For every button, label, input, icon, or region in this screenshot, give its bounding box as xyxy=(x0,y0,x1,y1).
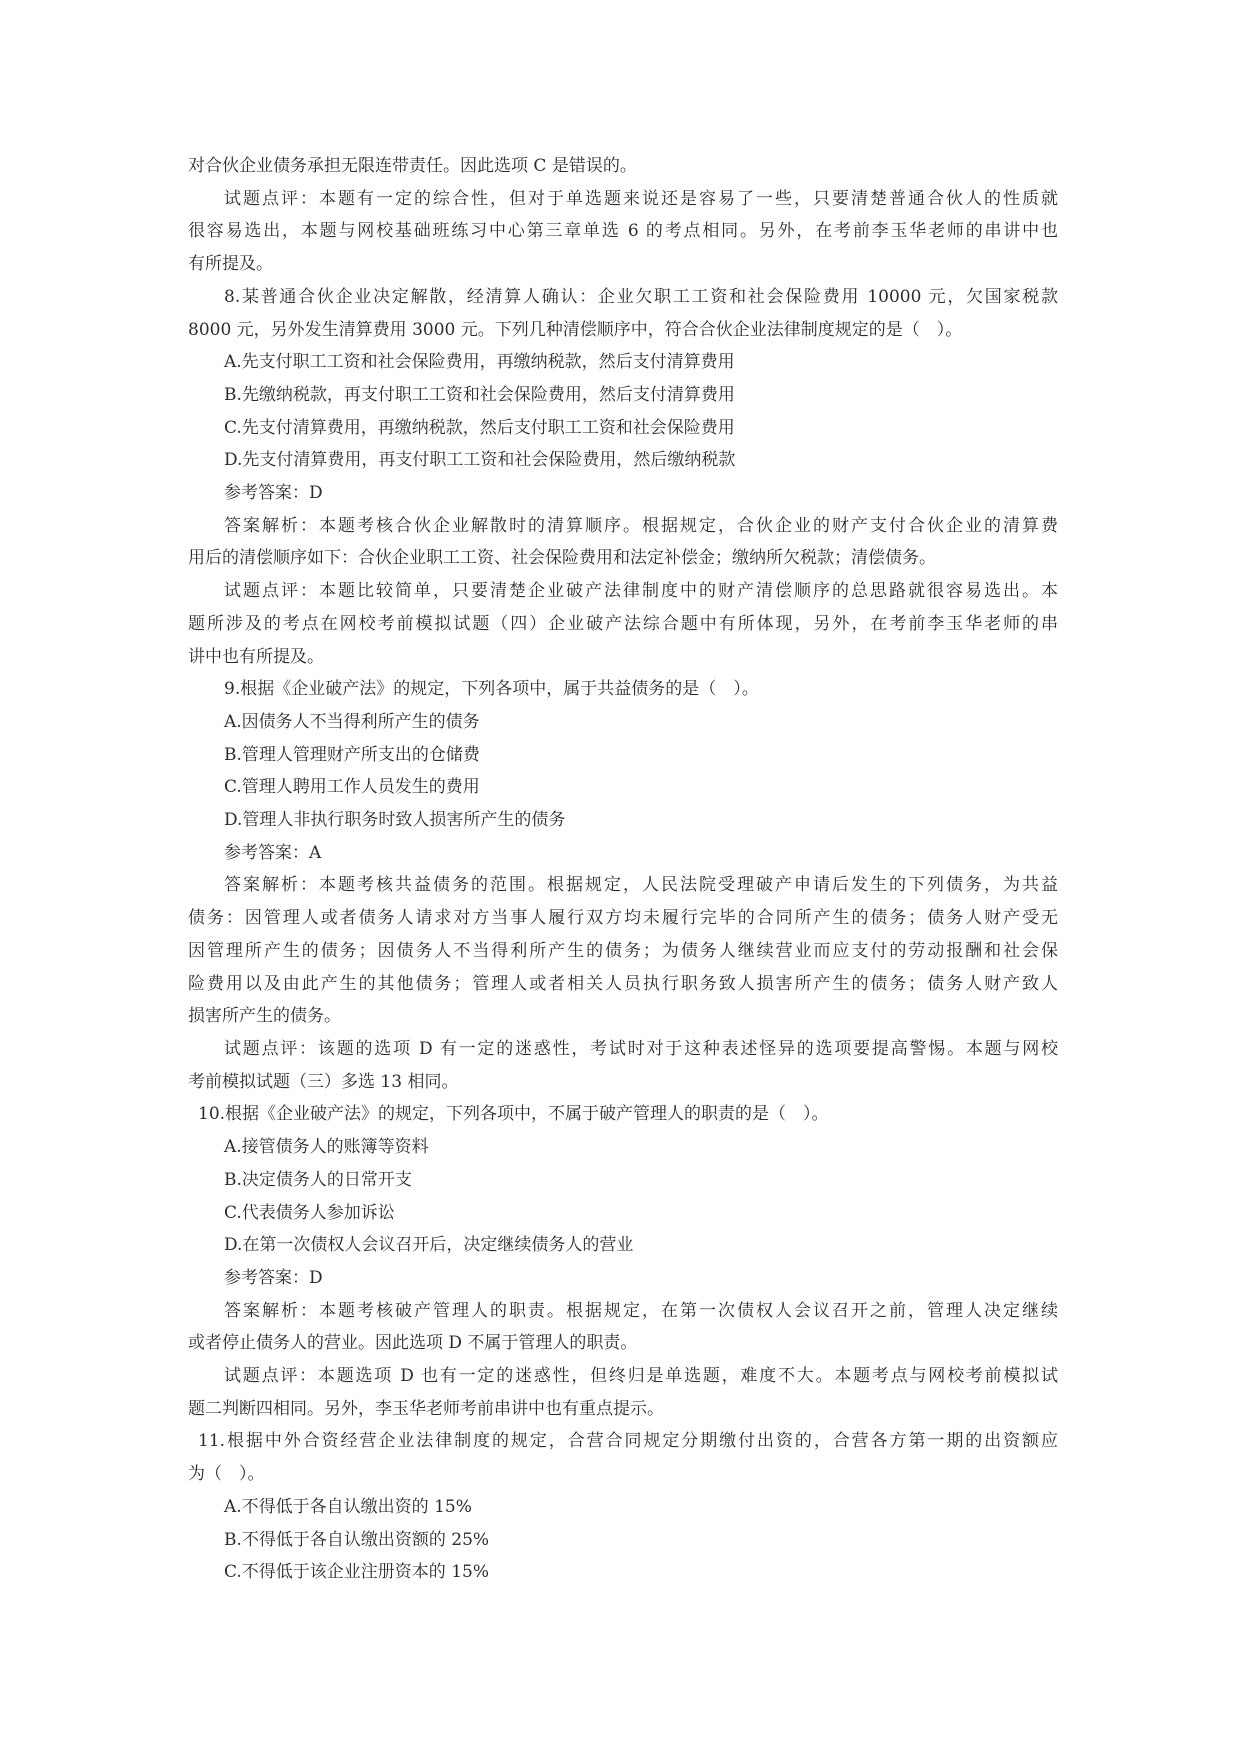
answer-option: A.不得低于各自认缴出资的 15% xyxy=(224,1496,472,1517)
answer-option: B.管理人管理财产所支出的仓储费 xyxy=(224,744,480,765)
text-line: 试题点评：本题比较简单，只要清楚企业破产法律制度中的财产清偿顺序的总思路就很容易选出。本 xyxy=(224,581,1058,602)
question-stem: 11.根据中外合资经营企业法律制度的规定，合营合同规定分期缴付出资的，合营各方第一期的出资额应 xyxy=(198,1431,1058,1452)
text-line: 用后的清偿顺序如下：合伙企业职工工资、社会保险费用和法定补偿金；缴纳所欠税款；清偿债务。 xyxy=(188,548,936,569)
text-line: 答案解析：本题考核破产管理人的职责。根据规定，在第一次债权人会议召开之前，管理人决定继续 xyxy=(224,1300,1058,1321)
answer-option: B.先缴纳税款，再支付职工工资和社会保险费用，然后支付清算费用 xyxy=(224,384,735,405)
answer-option: C.代表债务人参加诉讼 xyxy=(224,1202,395,1223)
text-line: 考前模拟试题（三）多选 13 相同。 xyxy=(188,1071,459,1092)
text-line: 题二判断四相同。另外，李玉华老师考前串讲中也有重点提示。 xyxy=(188,1398,664,1419)
answer-option: B.决定债务人的日常开支 xyxy=(224,1169,412,1190)
text-line: 很容易选出，本题与网校基础班练习中心第三章单选 6 的考点相同。另外，在考前李玉华老师的串讲中也 xyxy=(188,221,1058,242)
question-stem: 为（ ）。 xyxy=(188,1464,265,1485)
text-line: 讲中也有所提及。 xyxy=(188,646,324,667)
text-line: 答案解析：本题考核合伙企业解散时的清算顺序。根据规定，合伙企业的财产支付合伙企业的清算费 xyxy=(224,515,1058,536)
answer-option: C.不得低于该企业注册资本的 15% xyxy=(224,1562,489,1583)
text-line: 因管理所产生的债务；因债务人不当得利所产生的债务；为债务人继续营业而应支付的劳动报酬和社会保 xyxy=(188,940,1058,961)
text-line: 试题点评：本题有一定的综合性，但对于单选题来说还是容易了一些，只要清楚普通合伙人的性质就 xyxy=(224,188,1058,209)
answer-option: C.管理人聘用工作人员发生的费用 xyxy=(224,777,480,798)
text-line: 答案解析：本题考核共益债务的范围。根据规定，人民法院受理破产申请后发生的下列债务，为共益 xyxy=(224,875,1058,896)
text-line: 试题点评：该题的选项 D 有一定的迷惑性，考试时对于这种表述怪异的选项要提高警惕。本题与网校 xyxy=(224,1038,1058,1059)
answer-option: A.因债务人不当得利所产生的债务 xyxy=(224,711,480,732)
reference-answer: 参考答案：D xyxy=(224,483,323,504)
answer-option: A.先支付职工工资和社会保险费用，再缴纳税款，然后支付清算费用 xyxy=(224,352,735,373)
text-line: 或者停止债务人的营业。因此选项 D 不属于管理人的职责。 xyxy=(188,1333,638,1354)
text-line: 险费用以及由此产生的其他债务；管理人或者相关人员执行职务致人损害所产生的债务；债务人财产致人 xyxy=(188,973,1058,994)
text-line: 题所涉及的考点在网校考前模拟试题（四）企业破产法综合题中有所体现，另外，在考前李玉华老师的串 xyxy=(188,613,1058,634)
question-stem: 8000 元，另外发生清算费用 3000 元。下列几种清偿顺序中，符合合伙企业法律制度规定的是（ ）。 xyxy=(188,319,963,340)
question-stem: 8.某普通合伙企业决定解散，经清算人确认：企业欠职工工资和社会保险费用 10000 元，欠国家税款 xyxy=(224,286,1058,307)
reference-answer: 参考答案：A xyxy=(224,842,322,863)
document-body xyxy=(188,150,1058,1589)
text-line: 有所提及。 xyxy=(188,254,273,275)
answer-option: D.在第一次债权人会议召开后，决定继续债务人的营业 xyxy=(224,1235,634,1256)
text-line: 对合伙企业债务承担无限连带责任。因此选项 C 是错误的。 xyxy=(188,156,637,176)
answer-option: D.先支付清算费用，再支付职工工资和社会保险费用，然后缴纳税款 xyxy=(224,450,736,471)
text-line: 债务：因管理人或者债务人请求对方当事人履行双方均未履行完毕的合同所产生的债务；债务人财产受无 xyxy=(188,908,1058,929)
question-stem: 9.根据《企业破产法》的规定，下列各项中，属于共益债务的是（ ）。 xyxy=(224,679,759,700)
text-line: 试题点评：本题选项 D 也有一定的迷惑性，但终归是单选题，难度不大。本题考点与网校考前模拟试 xyxy=(224,1366,1058,1387)
question-stem: 10.根据《企业破产法》的规定，下列各项中，不属于破产管理人的职责的是（ ）。 xyxy=(198,1104,829,1125)
answer-option: D.管理人非执行职务时致人损害所产生的债务 xyxy=(224,810,566,831)
answer-option: C.先支付清算费用，再缴纳税款，然后支付职工工资和社会保险费用 xyxy=(224,417,735,438)
answer-option: A.接管债务人的账簿等资料 xyxy=(224,1137,429,1158)
text-line: 损害所产生的债务。 xyxy=(188,1006,341,1027)
reference-answer: 参考答案：D xyxy=(224,1267,323,1288)
answer-option: B.不得低于各自认缴出资额的 25% xyxy=(224,1529,490,1550)
